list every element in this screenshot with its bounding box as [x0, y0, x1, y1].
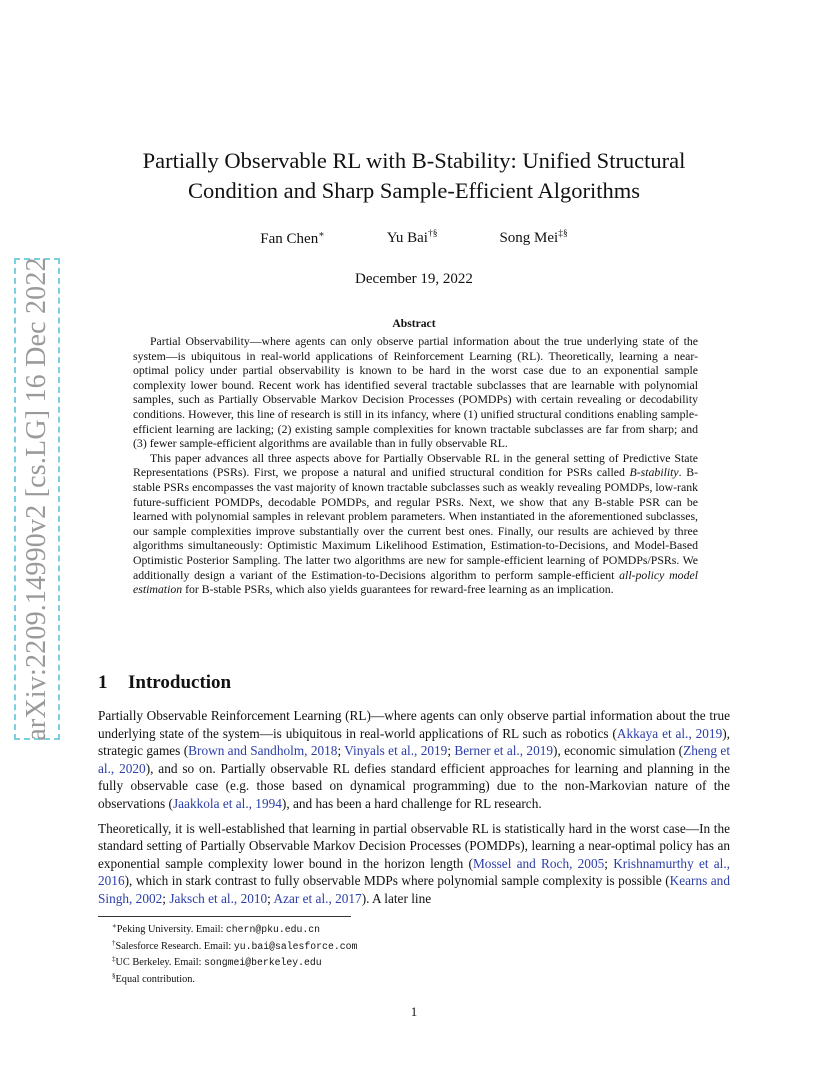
citation-link[interactable]: Mossel and Roch, 2005 — [472, 855, 605, 871]
author-name: Song Mei — [499, 230, 559, 246]
abstract-paragraph — [133, 451, 698, 597]
title-line-1: Partially Observable RL with B-Stability: Unified Structural — [142, 148, 686, 173]
footnote-text: Equal contribution. — [115, 973, 195, 985]
body-text: ), which in stark contrast to fully observable MDPs where polynomial sample complexity is possible ( — [124, 873, 670, 889]
email-link[interactable]: yu.bai@salesforce.com — [233, 940, 358, 952]
body-text: Partially Observable Reinforcement Learning (RL)—where agents can only observe partial information about the true underlying state of the system—is ubiquitous in real-world applications of RL such as robotics ( — [98, 708, 730, 741]
citation-link[interactable]: Jaksch et al., 2010 — [169, 890, 268, 906]
footnote-mark: ∗ — [112, 922, 117, 930]
citation-link[interactable]: Azar et al., 2017 — [273, 890, 362, 906]
author-list — [100, 229, 728, 248]
citation-link[interactable]: Akkaya et al., 2019 — [616, 725, 723, 741]
arxiv-side-stamp[interactable] — [14, 258, 60, 740]
body-text: ), and has been a hard challenge for RL research. — [281, 795, 542, 811]
abstract-emphasis: all-policy model estimation — [133, 567, 698, 597]
body-text: ), strategic games ( — [98, 725, 730, 759]
introduction-body — [98, 707, 730, 915]
body-text: ; — [267, 890, 274, 906]
paper-date: December 19, 2022 — [355, 271, 473, 287]
body-paragraph — [98, 820, 730, 908]
author-name: Yu Bai — [386, 230, 428, 246]
citation-link[interactable]: Zheng et al., 2020 — [98, 743, 731, 776]
footnote-mark: ‡ — [112, 955, 116, 964]
footnote — [98, 920, 718, 937]
footnote-mark: § — [112, 971, 116, 980]
body-text: Theoretically, it is well-established that learning in partial observable RL is statistically hard in the worst case—In the standard setting of Partially Observable Markov Decision Processes (POMDPs), learning a near-optimal policy has an exponential sample complexity lower bound in the horizon length ( — [98, 820, 730, 871]
footnote — [98, 937, 718, 954]
citation-link[interactable]: Kearns and Singh, 2002 — [98, 873, 730, 906]
footnote-text: UC Berkeley. Email: — [115, 957, 205, 969]
citation-link[interactable]: Vinyals et al., 2019 — [344, 743, 448, 759]
body-text: ; — [337, 743, 345, 759]
title-line-2: Condition and Sharp Sample-Efficient Algorithms — [187, 178, 641, 203]
abstract-paragraph: Partial Observability—where agents can only observe partial information about the true underlying state of the system—is ubiquitous in real-world applications of Reinforcement Learning (RL). Theoretically, learning a near-optimal policy under partial observability is known to be hard in the worst case due to an exponential sample complexity lower bound. Recent work has identified several tractable subclasses that are learnable with polynomial samples, such as Partially Observable Markov Decision Processes (POMDPs) with certain revealing or decodability conditions. However, this line of research is still in its infancy, where (1) unified structural conditions enabling sample-efficient learning are lacking; (2) existing sample complexities for known tractable subclasses are far from sharp; and (3) fewer sample-efficient algorithms are available than in fully observable RL. — [133, 334, 698, 451]
paper-title — [100, 146, 728, 206]
abstract-text: This paper advances all three aspects above for Partially Observable RL in the general setting of Predictive State Representations (PSRs). First, we propose a natural and unified structural condition for PSRs called — [133, 450, 698, 480]
body-text: ). A later line — [361, 890, 432, 906]
footnote — [98, 953, 718, 970]
citation-link[interactable]: Berner et al., 2019 — [454, 743, 554, 759]
author-mark: ∗ — [318, 230, 325, 240]
author — [387, 229, 438, 248]
citation-link[interactable]: Jaakkola et al., 1994 — [172, 795, 282, 811]
body-paragraph — [98, 707, 730, 813]
email-link[interactable]: chern@pku.edu.cn — [225, 924, 320, 935]
section-heading — [98, 672, 231, 694]
arxiv-identifier[interactable]: arXiv:2209.14990v2 [cs.LG] 16 Dec 2022 — [21, 257, 52, 741]
author-mark: ‡§ — [558, 229, 568, 239]
email-link[interactable]: songmei@berkeley.edu — [204, 957, 322, 969]
footnote — [98, 970, 718, 987]
abstract-text: for B-stable PSRs, which also yields guarantees for reward-free learning as an implication. — [182, 582, 614, 597]
footnotes — [98, 920, 718, 986]
author-mark: †§ — [427, 229, 438, 239]
footnote-rule — [98, 916, 351, 917]
citation-link[interactable]: Brown and Sandholm, 2018 — [188, 743, 338, 759]
body-text: ), and so on. Partially observable RL defies standard efficient approaches for learning and planning in the fully observable case (e.g. those based on dynamical programming) due to the non-Markovian nature of the observations ( — [98, 760, 730, 811]
abstract-heading: Abstract — [392, 317, 436, 330]
citation-link[interactable]: Krishnamurthy et al., 2016 — [98, 855, 731, 889]
footnote-text: Salesforce Research. Email: — [115, 940, 234, 952]
body-text: ), economic simulation ( — [553, 743, 684, 759]
page-number: 1 — [410, 1004, 418, 1019]
author — [499, 229, 567, 248]
footnote-text: Peking University. Email: — [116, 924, 226, 935]
body-text: ; — [604, 855, 614, 871]
body-text: ; — [447, 743, 455, 759]
section-title: Introduction — [128, 672, 232, 693]
author — [260, 229, 324, 248]
abstract-body — [133, 334, 698, 597]
author-name: Fan Chen — [260, 231, 319, 247]
footnote-mark: † — [112, 938, 116, 947]
abstract-text: . B-stable PSRs encompasses the vast majority of known tractable subclasses such as weakly revealing POMDPs, low-rank future-sufficient POMDPs, decodable POMDPs, and regular PSRs. Next, we show that any B-stable PSR can be learned with polynomial samples in relevant problem parameters. When instantiated in the aforementioned subclasses, our sample complexities improve substantially over the current best ones. Finally, our results are achieved by three algorithms simultaneously: Optimistic Maximum Likelihood Estimation, Estimation-to-Decisions, and Model-Based Optimistic Posterior Sampling. The latter two algorithms are new for sample-efficient learning of POMDPs/PSRs. We additionally design a variant of the Estimation-to-Decisions algorithm to perform sample-efficient — [133, 465, 698, 582]
body-text: ; — [162, 890, 170, 906]
abstract-emphasis: B-stability — [629, 465, 679, 480]
section-number: 1 — [98, 672, 108, 693]
